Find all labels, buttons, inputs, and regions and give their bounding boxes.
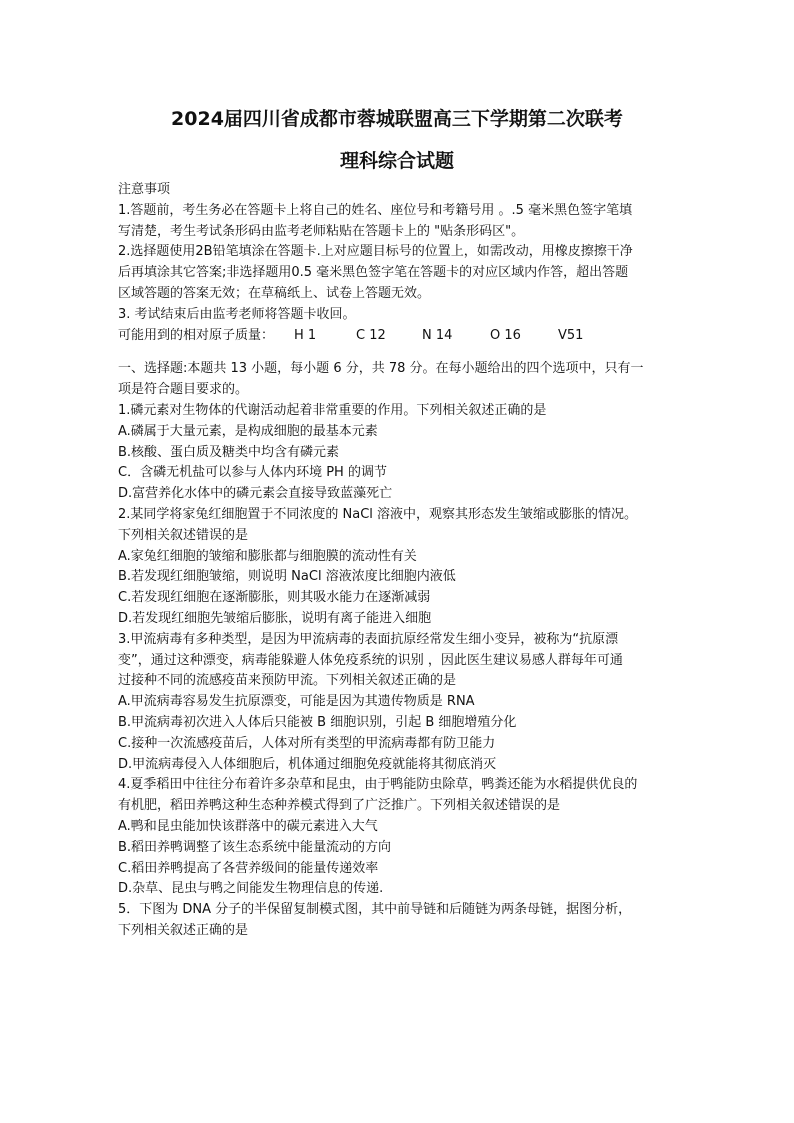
notice-line: 区域答题的答案无效；在草稿纸上、试卷上答题无效。 [118,285,431,301]
atomic-mass: O 16 [490,327,521,343]
atomic-mass: V51 [558,327,584,343]
question-stem: 下列相关叙述错误的是 [118,527,249,543]
question-option: D.富营养化水体中的磷元素会直接导致蓝藻死亡 [118,486,393,502]
question-stem: 下列相关叙述正确的是 [118,922,249,938]
notice-heading: 注意事项 [118,182,171,197]
question-stem: 3.甲流病毒有多种类型，是因为甲流病毒的表面抗原经常发生细小变异，被称为“抗原漂 [118,631,619,647]
question-option: D.甲流病毒侵入人体细胞后，机体通过细胞免疫就能将其彻底消灭 [118,756,497,772]
question-stem: 变”，通过这种漂变，病毒能躲避人体免疫系统的识别 ，因此医生建议易感人群每年可通 [118,652,623,668]
section-heading: 一、选择题:本题共 13 小题，每小题 6 分，共 78 分。在每小题给出的四个选项中，只有一 [118,361,644,377]
question-stem: 4.夏季稻田中往往分布着许多杂草和昆虫，由于鸭能防虫除草，鸭粪还能为水稻提供优良的 [118,777,638,793]
question-option: B.甲流病毒初次进入人体后只能被 B 细胞识别，引起 B 细胞增殖分化 [118,714,517,730]
question-option: A.磷属于大量元素，是构成细胞的最基本元素 [118,423,378,439]
question-option: B.核酸、蛋白质及糖类中均含有磷元素 [118,444,340,460]
notice-line: 1.答题前，考生务必在答题卡上将自己的姓名、座位号和考籍号用 。.5 毫米黑色签字笔填 [118,202,633,218]
section-heading: 项是符合题目要求的。 [118,382,249,398]
question-stem: 5．下图为 DNA 分子的半保留复制模式图，其中前导链和后随链为两条母链，据图分析， [118,902,632,918]
question-option: C.接种一次流感疫苗后，人体对所有类型的甲流病毒都有防卫能力 [118,735,496,751]
question-option: C．含磷无机盐可以参与人体内环境 PH 的调节 [118,465,387,481]
atomic-mass: N 14 [422,327,453,343]
question-option: B.稻田养鸭调整了该生态系统中能量流动的方向 [118,839,392,855]
atomic-mass: C 12 [356,327,386,343]
question-option: D.杂草、昆虫与鸭之间能发生物理信息的传递. [118,881,384,897]
question-option: D.若发现红细胞先皱缩后膨胀，说明有离子能进入细胞 [118,610,432,626]
atomic-mass: H 1 [294,327,317,343]
exam-title: 2024届四川省成都市蓉城联盟高三下学期第二次联考 [171,108,623,130]
notice-line: 3. 考试结束后由监考老师将答题卡收回。 [118,306,356,322]
question-option: A.家兔红细胞的皱缩和膨胀都与细胞膜的流动性有关 [118,548,417,564]
exam-body [118,180,680,942]
question-stem: 1.磷元素对生物体的代谢活动起着非常重要的作用。下列相关叙述正确的是 [118,402,547,418]
exam-subtitle: 理科综合试题 [339,150,454,172]
question-stem: 过接种不同的流感疫苗来预防甲流。下列相关叙述正确的是 [118,673,457,689]
notice-line: 写清楚，考生考试条形码由监考老师粘贴在答题卡上的 "贴条形码区"。 [118,223,525,239]
question-option: C.若发现红细胞在逐渐膨胀，则其吸水能力在逐渐减弱 [118,590,431,606]
atomic-masses-line [118,326,680,347]
question-option: B.若发现红细胞皱缩，则说明 NaCl 溶液浓度比细胞内液低 [118,569,456,585]
question-stem: 有机肥，稻田养鸭这种生态种养模式得到了广泛推广。下列相关叙述错误的是 [118,798,561,814]
notice-line: 后再填涂其它答案;非选择题用0.5 毫米黑色签字笔在答题卡的对应区域内作答，超出答题 [118,265,629,281]
question-option: A.甲流病毒容易发生抗原漂变，可能是因为其遗传物质是 RNA [118,694,475,710]
atomic-masses-label: 可能用到的相对原子质量： [118,327,275,343]
question-option: A.鸭和昆虫能加快该群落中的碳元素进入大气 [118,818,378,834]
question-stem: 2.某同学将家兔红细胞置于不同浓度的 NaCl 溶液中，观察其形态发生皱缩或膨胀的情况。 [118,506,638,522]
notice-line: 2.选择题使用2B铅笔填涂在答题卡.上对应题目标号的位置上，如需改动，用橡皮擦擦干净 [118,244,633,260]
question-option: C.稻田养鸭提高了各营养级间的能量传递效率 [118,860,379,876]
